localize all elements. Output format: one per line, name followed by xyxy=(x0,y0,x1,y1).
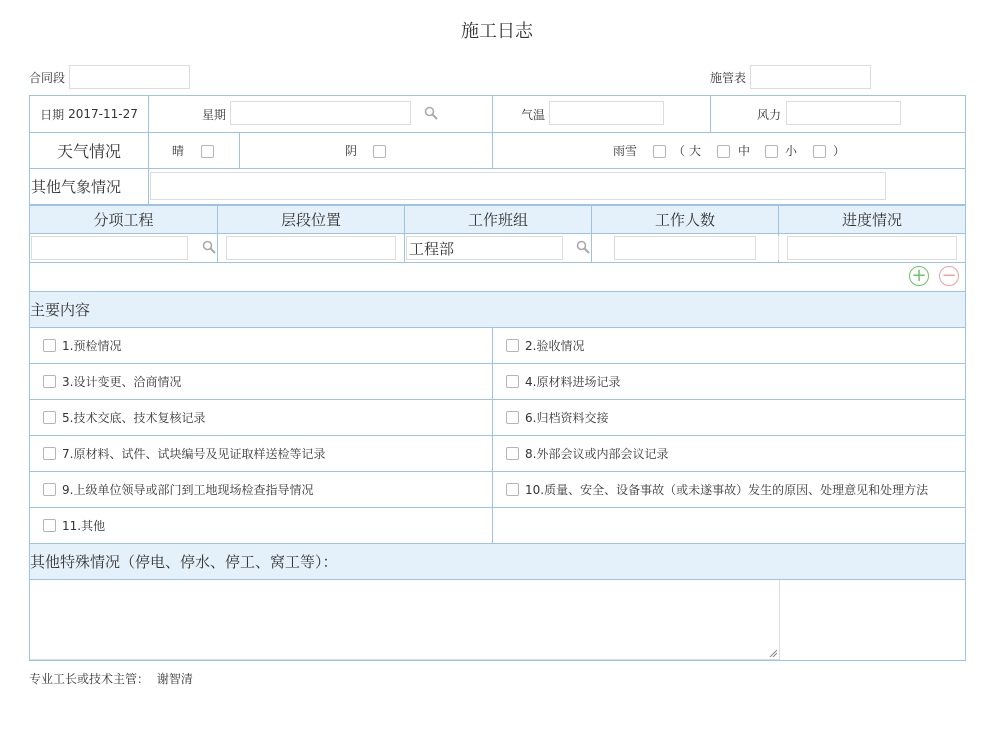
cloudy-checkbox[interactable] xyxy=(373,145,386,158)
item-7-checkbox[interactable] xyxy=(43,447,56,460)
item-1-label: 1.预检情况 xyxy=(62,339,122,353)
progress-cell xyxy=(779,234,965,262)
medium-label: 中 xyxy=(738,144,751,158)
resize-grip-icon[interactable] xyxy=(769,649,777,657)
special-textarea[interactable] xyxy=(30,580,780,660)
header-sub-project: 分项工程 xyxy=(30,206,218,233)
weekday-input[interactable] xyxy=(230,101,411,125)
work-table-row xyxy=(30,234,965,263)
big-label: 大 xyxy=(689,144,702,158)
item-3-checkbox[interactable] xyxy=(43,375,56,388)
other-weather-label-cell xyxy=(30,169,149,204)
special-body xyxy=(30,580,965,660)
medium-checkbox[interactable] xyxy=(765,145,778,158)
checklist-item[interactable] xyxy=(30,472,493,507)
other-weather-input-cell xyxy=(149,169,965,204)
date-value[interactable]: 2017-11-27 xyxy=(68,107,138,121)
weather-label: 天气情况 xyxy=(56,142,121,161)
page-title: 施工日志 xyxy=(461,21,533,42)
location-cell xyxy=(218,234,405,262)
date-label: 日期 xyxy=(40,107,65,122)
checklist-item[interactable] xyxy=(493,472,965,507)
item-3-label: 3.设计变更、洽商情况 xyxy=(62,375,182,389)
progress-input[interactable] xyxy=(787,236,957,260)
item-2-checkbox[interactable] xyxy=(506,339,519,352)
item-10-checkbox[interactable] xyxy=(506,483,519,496)
checklist-item[interactable] xyxy=(493,436,965,471)
checklist-row-5 xyxy=(30,472,965,508)
header-location: 层段位置 xyxy=(218,206,405,233)
sunny-cell xyxy=(149,133,240,168)
supervisor-label: 专业工长或技术主管： xyxy=(29,672,150,686)
date-row xyxy=(30,96,965,133)
weather-label-cell xyxy=(30,133,149,168)
contract-input[interactable] xyxy=(69,65,190,89)
checklist-row-3 xyxy=(30,400,965,436)
item-5-checkbox[interactable] xyxy=(43,411,56,424)
rain-snow-checkbox[interactable] xyxy=(653,145,666,158)
checklist-item[interactable] xyxy=(30,436,493,471)
search-icon[interactable] xyxy=(424,106,438,120)
item-6-checkbox[interactable] xyxy=(506,411,519,424)
main-content-header xyxy=(30,292,965,328)
item-5-label: 5.技术交底、技术复核记录 xyxy=(62,411,206,425)
weekday-cell xyxy=(149,96,493,132)
rain-snow-cell xyxy=(493,133,965,168)
sunny-label: 晴 xyxy=(172,144,185,158)
special-label: 其他特殊情况（停电、停水、停工、窝工等）： xyxy=(30,553,338,571)
special-header xyxy=(30,544,965,580)
sub-project-search-icon[interactable] xyxy=(202,240,216,254)
header-progress: 进度情况 xyxy=(841,211,902,229)
sunny-checkbox[interactable] xyxy=(201,145,214,158)
team-input[interactable] xyxy=(406,236,563,260)
temperature-label: 气温 xyxy=(521,107,546,122)
small-checkbox[interactable] xyxy=(813,145,826,158)
item-8-checkbox[interactable] xyxy=(506,447,519,460)
add-row-button[interactable] xyxy=(909,266,929,286)
plus-circle-icon: + xyxy=(911,265,927,286)
item-4-checkbox[interactable] xyxy=(506,375,519,388)
item-7-label: 7.原材料、试件、试块编号及见证取样送检等记录 xyxy=(62,447,326,461)
cloudy-label: 阴 xyxy=(345,144,358,158)
contract-row xyxy=(29,65,190,89)
table-label: 施管表 xyxy=(710,70,747,85)
item-4-label: 4.原材料进场记录 xyxy=(525,375,621,389)
header-team: 工作班组 xyxy=(405,206,592,233)
checklist-item[interactable] xyxy=(493,400,965,435)
work-table-header xyxy=(30,205,965,234)
minus-circle-icon: − xyxy=(941,265,957,286)
paren-close: ） xyxy=(833,144,846,158)
checklist-row-2 xyxy=(30,364,965,400)
checklist-item[interactable] xyxy=(30,400,493,435)
item-9-checkbox[interactable] xyxy=(43,483,56,496)
paren-open: （ xyxy=(673,144,686,158)
construction-log-form xyxy=(29,95,966,661)
checklist-item[interactable] xyxy=(30,364,493,399)
item-9-label: 9.上级单位领导或部门到工地现场检查指导情况 xyxy=(62,483,314,497)
small-label: 小 xyxy=(785,144,798,158)
other-weather-input[interactable] xyxy=(150,172,886,200)
item-10-label: 10.质量、安全、设备事故（或未遂事故）发生的原因、处理意见和处理方法 xyxy=(525,483,929,497)
location-input[interactable] xyxy=(226,236,396,260)
other-weather-row xyxy=(30,169,965,205)
wind-cell xyxy=(711,96,965,132)
item-6-label: 6.归档资料交接 xyxy=(525,411,609,425)
checklist-item[interactable] xyxy=(493,364,965,399)
remove-row-button[interactable] xyxy=(939,266,959,286)
temperature-input[interactable] xyxy=(549,101,664,125)
checklist-row-4 xyxy=(30,436,965,472)
big-checkbox[interactable] xyxy=(717,145,730,158)
rain-snow-label: 雨雪 xyxy=(613,144,638,158)
team-cell xyxy=(405,234,592,262)
wind-input[interactable] xyxy=(786,101,901,125)
table-input[interactable] xyxy=(750,65,871,89)
table-row xyxy=(710,65,871,89)
supervisor-name: 谢智清 xyxy=(156,672,193,686)
item-8-label: 8.外部会议或内部会议记录 xyxy=(525,447,669,461)
workers-input[interactable] xyxy=(614,236,756,260)
checklist-item[interactable] xyxy=(30,328,493,363)
sub-project-input[interactable] xyxy=(31,236,188,260)
item-2-label: 2.验收情况 xyxy=(525,339,585,353)
date-cell xyxy=(30,96,149,132)
row-actions xyxy=(30,263,965,292)
checklist-item[interactable] xyxy=(30,508,493,543)
cloudy-cell xyxy=(240,133,493,168)
item-11-checkbox[interactable] xyxy=(43,519,56,532)
item-1-checkbox[interactable] xyxy=(43,339,56,352)
weather-row xyxy=(30,133,965,169)
main-content-label: 主要内容 xyxy=(30,301,91,319)
team-search-icon[interactable] xyxy=(576,240,590,254)
wind-label: 风力 xyxy=(757,107,782,122)
workers-cell xyxy=(592,234,779,262)
other-weather-label: 其他气象情况 xyxy=(31,178,122,196)
weekday-label: 星期 xyxy=(202,107,227,122)
temperature-cell xyxy=(493,96,711,132)
item-11-label: 11.其他 xyxy=(62,519,106,533)
checklist-row-6 xyxy=(30,508,965,544)
header-workers: 工作人数 xyxy=(592,206,779,233)
sub-project-cell xyxy=(30,234,218,262)
contract-label: 合同段 xyxy=(29,70,66,85)
checklist-row-1 xyxy=(30,328,965,364)
footer xyxy=(29,670,193,687)
checklist-item[interactable] xyxy=(493,328,965,363)
